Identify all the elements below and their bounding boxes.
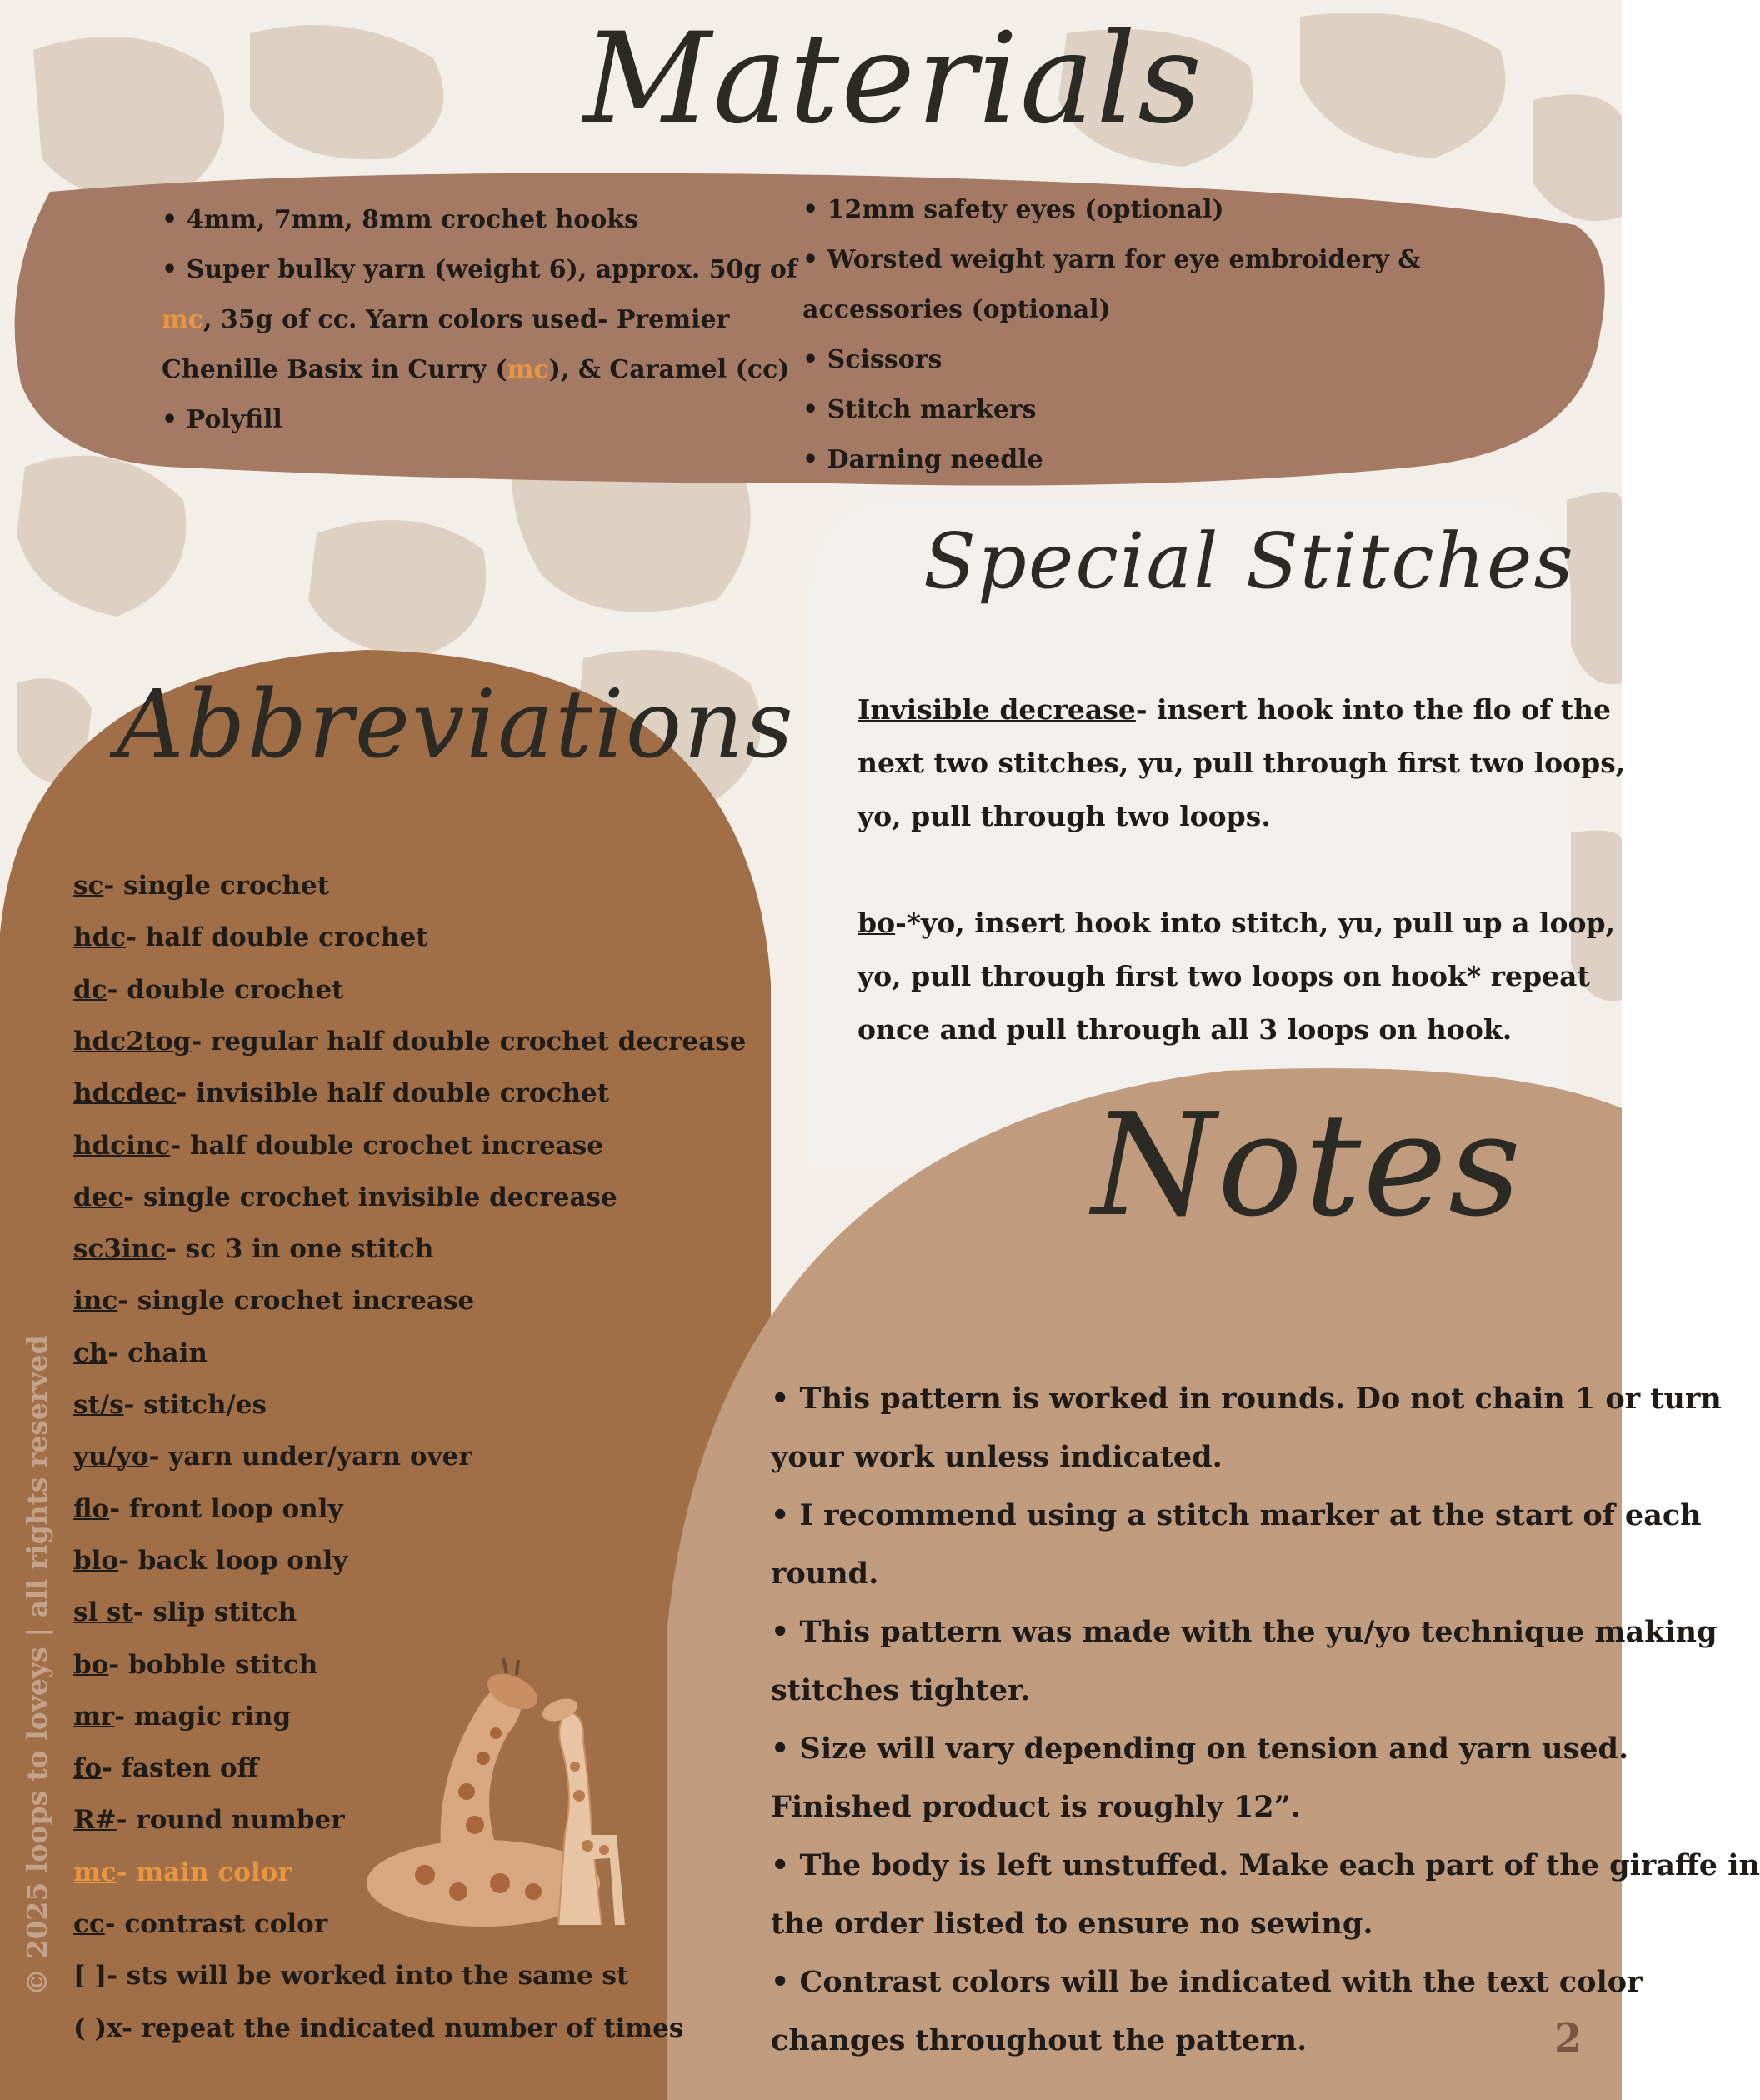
notes-line: • Size will vary depending on tension and yarn used. <box>771 1732 1629 1766</box>
materials-yarn-colors-text: Chenille Basix in Curry ( <box>162 355 508 384</box>
special-stitch-term: Invisible decrease <box>858 693 1136 726</box>
abbreviation-definition: - contrast color <box>104 1909 328 1939</box>
abbreviation-definition: - stitch/es <box>123 1390 267 1420</box>
abbreviation-item <box>73 871 329 901</box>
abbreviation-item <box>73 1546 348 1576</box>
abbreviation-definition: - invisible half double crochet <box>176 1078 610 1109</box>
abbreviation-term: st/s <box>73 1390 124 1420</box>
mc-highlight: mc <box>507 355 549 384</box>
materials-item-polyfill: • Polyfill <box>162 405 282 434</box>
abbreviation-definition: - single crochet increase <box>118 1286 475 1317</box>
abbreviation-item <box>73 1442 472 1472</box>
notes-line: round. <box>771 1557 879 1591</box>
abbreviation-term: mr <box>73 1701 115 1732</box>
special-stitch-bobble <box>858 907 1615 939</box>
abbreviation-term: sl st <box>73 1598 133 1628</box>
abbreviation-item <box>73 1078 609 1108</box>
notes-line: • I recommend using a stitch marker at the start of each <box>771 1498 1702 1532</box>
notes-line: • This pattern is worked in rounds. Do not chain 1 or turn <box>771 1382 1722 1416</box>
notes-line: your work unless indicated. <box>771 1440 1222 1474</box>
abbreviation-item <box>73 1753 258 1783</box>
abbreviation-term: fo <box>73 1753 102 1784</box>
abbreviation-item <box>73 1390 267 1420</box>
abbreviation-definition: - main color <box>116 1857 292 1888</box>
abbreviation-item <box>73 1858 292 1888</box>
materials-item-yarn-colors <box>162 355 790 384</box>
abbreviation-term: hdcdec <box>73 1078 177 1109</box>
abbreviation-term: R# <box>73 1805 117 1836</box>
abbreviation-item <box>73 1338 208 1368</box>
abbreviation-item <box>73 1702 291 1732</box>
abbreviation-item <box>73 1182 618 1212</box>
abbreviation-definition: - yarn under/yarn over <box>148 1442 472 1472</box>
materials-item-yarn-continued <box>162 305 729 334</box>
abbreviation-definition: - round number <box>116 1805 345 1836</box>
notes-line: • The body is left unstuffed. Make each part of the giraffe in <box>771 1848 1760 1882</box>
abbreviation-term: yu/yo <box>73 1442 149 1472</box>
special-stitch-desc-line: yo, pull through two loops. <box>858 800 1271 832</box>
abbreviation-definition: - magic ring <box>114 1701 292 1732</box>
abbreviation-term: sc <box>73 871 104 901</box>
abbreviation-item <box>73 1909 328 1939</box>
materials-item-safety-eyes: • 12mm safety eyes (optional) <box>802 195 1224 224</box>
notes-line: stitches tighter. <box>771 1673 1031 1708</box>
copyright-notice: © 2025 loops to loveys | all rights reserved <box>21 1335 53 1996</box>
notes-line: changes throughout the pattern. <box>771 2023 1308 2058</box>
abbreviation-definition: - bobble stitch <box>108 1649 318 1680</box>
abbreviation-item <box>73 2013 683 2043</box>
materials-item-accessories: accessories (optional) <box>802 295 1111 324</box>
giraffe-illustration <box>342 1642 675 1942</box>
abbreviation-definition: ( )x- repeat the indicated number of times <box>73 2012 684 2043</box>
abbreviation-term: cc <box>73 1909 105 1939</box>
abbreviation-definition: [ ]- sts will be worked into the same st <box>73 1961 629 1992</box>
special-stitches-title: Special Stitches <box>923 517 1575 606</box>
special-stitch-desc-line: once and pull through all 3 loops on hook. <box>858 1013 1512 1046</box>
abbreviation-term: ch <box>73 1338 108 1368</box>
abbreviation-term: hdcinc <box>73 1130 171 1161</box>
abbreviation-definition: - single crochet <box>103 871 330 901</box>
materials-yarn-colors-tail: ), & Caramel (cc) <box>548 355 790 384</box>
materials-item-stitch-markers: • Stitch markers <box>802 395 1037 424</box>
abbreviation-item <box>73 1027 746 1057</box>
abbreviation-definition: - double crochet <box>107 974 344 1005</box>
notes-line: • This pattern was made with the yu/yo technique making <box>771 1615 1718 1649</box>
materials-item-worsted-yarn: • Worsted weight yarn for eye embroidery & <box>802 245 1421 274</box>
special-stitch-term: bo <box>858 907 896 939</box>
abbreviation-term: flo <box>73 1493 110 1524</box>
materials-item-darning-needle: • Darning needle <box>802 445 1043 474</box>
materials-title: Materials <box>583 7 1204 152</box>
abbreviation-term: dc <box>73 974 108 1005</box>
abbreviation-item <box>73 1286 474 1316</box>
abbreviation-item <box>73 1805 345 1835</box>
notes-line: the order listed to ensure no sewing. <box>771 1907 1373 1941</box>
abbreviation-item <box>73 1494 342 1524</box>
abbreviation-definition: - half double crochet <box>126 922 428 953</box>
abbreviation-item <box>73 922 428 952</box>
abbreviation-item <box>73 1131 603 1161</box>
abbreviation-item <box>73 1650 318 1680</box>
materials-item-yarn: • Super bulky yarn (weight 6), approx. 50g of <box>162 255 798 284</box>
abbreviation-definition: - front loop only <box>109 1493 343 1524</box>
special-stitch-invisible-decrease <box>858 693 1611 726</box>
page-number: 2 <box>1554 2015 1582 2062</box>
abbreviation-definition: - sc 3 in one stitch <box>166 1234 434 1265</box>
materials-item-scissors: • Scissors <box>802 345 942 374</box>
special-stitch-desc-line: next two stitches, yu, pull through first two loops, <box>858 747 1626 779</box>
abbreviation-definition: - slip stitch <box>132 1598 298 1628</box>
notes-title: Notes <box>1092 1083 1523 1248</box>
special-stitch-desc-line: yo, pull through first two loops on hook* repeat <box>858 960 1590 992</box>
abbreviation-term: mc <box>73 1857 117 1888</box>
abbreviation-definition: - fasten off <box>102 1753 259 1784</box>
abbreviation-term: hdc <box>73 922 127 953</box>
abbreviation-item <box>73 1598 297 1628</box>
abbreviation-term: dec <box>73 1182 124 1212</box>
special-stitch-desc: - insert hook into the flo of the <box>1135 693 1612 726</box>
abbreviation-term: sc3inc <box>73 1234 167 1265</box>
abbreviation-definition: - single crochet invisible decrease <box>123 1182 618 1212</box>
abbreviation-term: bo <box>73 1649 109 1680</box>
mc-highlight: mc <box>162 305 204 334</box>
abbreviations-title: Abbreviations <box>117 671 795 779</box>
materials-yarn-text: , 35g of cc. Yarn colors used- Premier <box>203 305 730 334</box>
abbreviation-definition: - half double crochet increase <box>170 1130 603 1161</box>
abbreviation-item <box>73 975 343 1005</box>
materials-item-hooks: • 4mm, 7mm, 8mm crochet hooks <box>162 205 638 234</box>
abbreviation-term: hdc2tog <box>73 1026 192 1057</box>
abbreviation-definition: - back loop only <box>118 1545 348 1576</box>
abbreviation-term: blo <box>73 1545 119 1576</box>
special-stitch-desc: -*yo, insert hook into stitch, yu, pull up a loop, <box>895 907 1616 939</box>
abbreviation-definition: - chain <box>108 1338 208 1368</box>
abbreviation-term: inc <box>73 1286 118 1317</box>
notes-line: • Contrast colors will be indicated with the text color <box>771 1965 1642 1999</box>
abbreviation-item <box>73 1234 433 1264</box>
notes-line: Finished product is roughly 12”. <box>771 1790 1301 1824</box>
abbreviation-definition: - regular half double crochet decrease <box>191 1026 747 1057</box>
abbreviation-item <box>73 1961 628 1991</box>
